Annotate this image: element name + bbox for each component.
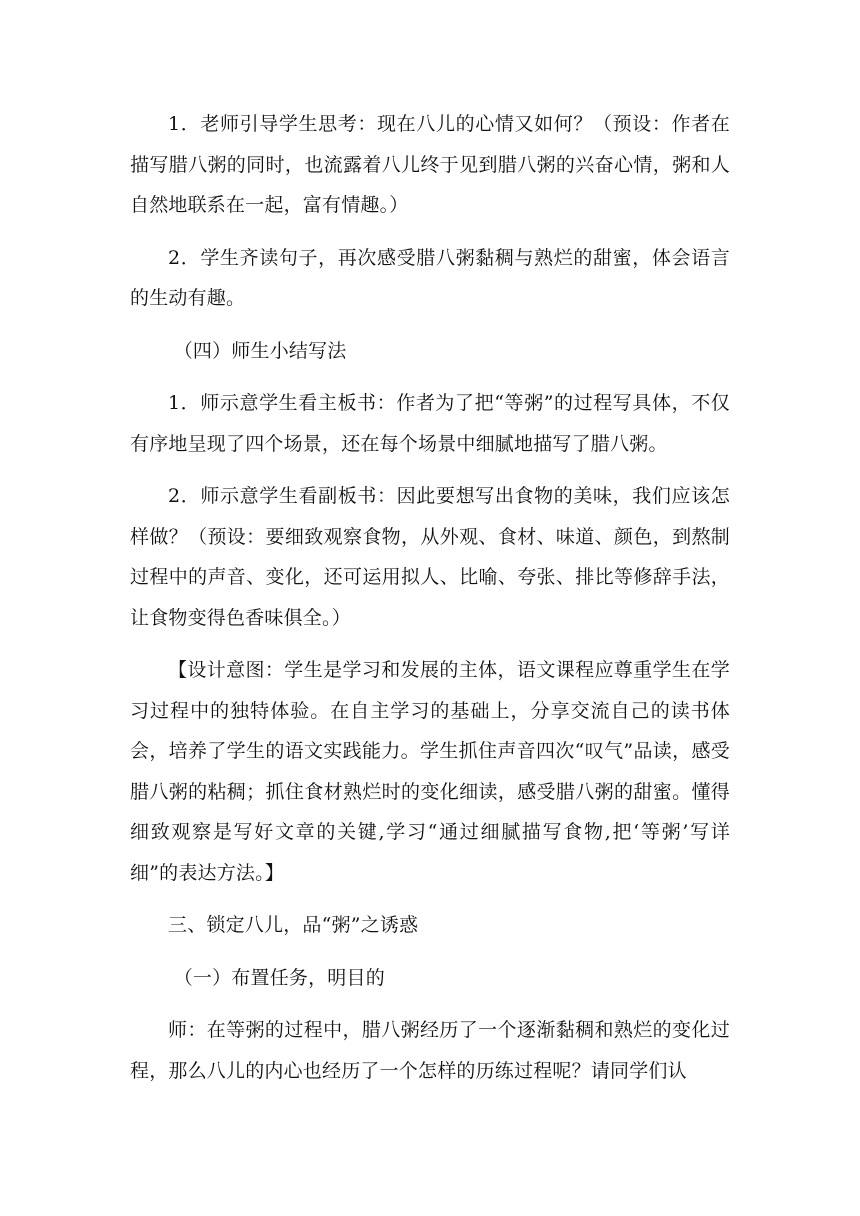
paragraph-main-board: 1．师示意学生看主板书：作者为了把“等粥”的过程写具体，不仅有序地呈现了四个场景，还在每个场景中细腻地描写了腊八粥。 (130, 392, 730, 455)
section-heading-lock-baer: 三、锁定八儿，品“粥”之诱惑 (168, 914, 419, 936)
paragraph-teacher-speech: 师：在等粥的过程中，腊八粥经历了一个逐渐黏稠和熟烂的变化过程，那么八儿的内心也经历了一个怎样的历练过程呢？请同学们认 (130, 1019, 730, 1082)
paragraph-sub-board: 2．师示意学生看副板书：因此要想写出食物的美味，我们应该怎样做？（预设：要细致观察食物，从外观、食材、味道、颜色，到熬制过程中的声音、变化，还可运用拟人、比喻、夸张、排比等修辞手法，让食物变得色香味俱全。） (130, 485, 730, 629)
section-heading-summary: （四）师生小结写法 (173, 339, 347, 362)
paragraph-teacher-guide-question: 1．老师引导学生思考：现在八儿的心情又如何？（预设：作者在描写腊八粥的同时，也流露着八儿终于见到腊八粥的兴奋心情，粥和人自然地联系在一起，富有情趣。） (130, 113, 730, 216)
document-page (130, 104, 730, 1103)
paragraph-student-reading: 2．学生齐读句子，再次感受腊八粥黏稠与熟烂的甜蜜，体会语言的生动有趣。 (130, 246, 730, 309)
paragraph-design-intent: 【设计意图：学生是学习和发展的主体，语文课程应尊重学生在学习过程中的独特体验。在自主学习的基础上，分享交流自己的读书体会，培养了学生的语文实践能力。学生抓住声音四次“叹气”品读，感受腊八粥的粘稠；抓住食材熟烂时的变化细读，感受腊八粥的甜蜜。懂得细致观察是写好文章的关键,学习“通过细腻描写食物,把‘等粥’写详细”的表达方法。】 (130, 659, 730, 884)
section-heading-assign-task: （一）布置任务，明目的 (173, 966, 385, 989)
